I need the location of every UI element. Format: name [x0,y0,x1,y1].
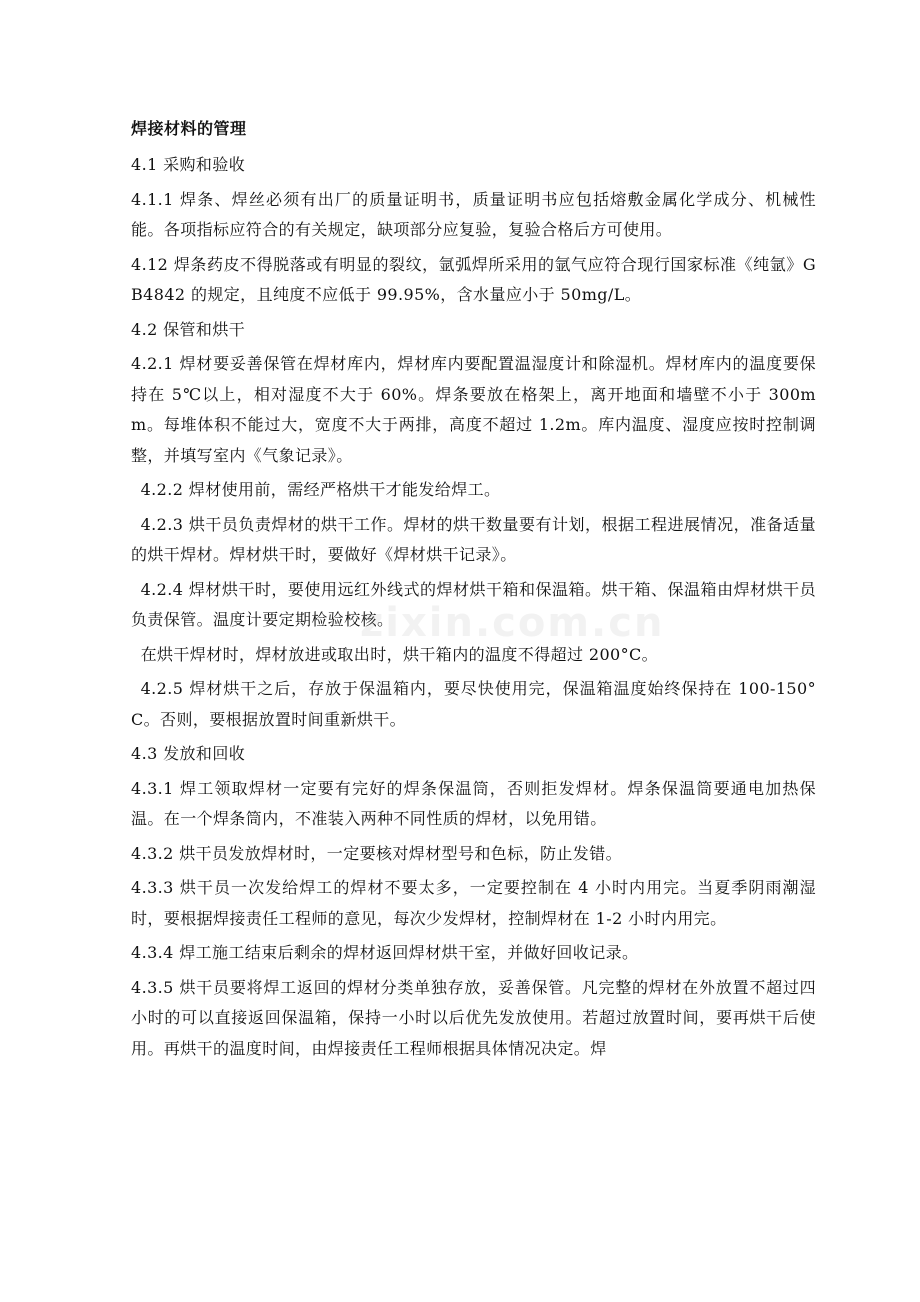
paragraph: 4.3 发放和回收 [131,744,246,763]
paragraph: 4.1.1 焊条、焊丝必须有出厂的质量证明书，质量证明书应包括熔敷金属化学成分、机械性能。各项指标应符合的有关规定，缺项部分应复验，复验合格后方可使用。 [131,189,816,239]
paragraph: 4.2.3 烘干员负责焊材的烘干工作。焊材的烘干数量要有计划，根据工程进展情况，准备适量的烘干焊材。焊材烘干时，要做好《焊材烘干记录》。 [131,514,816,564]
paragraph: 4.3.1 焊工领取焊材一定要有完好的焊条保温筒，否则拒发焊材。焊条保温筒要通电加热保温。在一个焊条筒内，不准装入两种不同性质的焊材，以免用错。 [131,778,816,828]
paragraph: 4.3.4 焊工施工结束后剩余的焊材返回焊材烘干室，并做好回收记录。 [131,943,639,962]
paragraph: 在烘干焊材时，焊材放进或取出时，烘干箱内的温度不得超过 200°C。 [140,644,659,664]
paragraph: 4.2.1 焊材要妥善保管在焊材库内，焊材库内要配置温湿度计和除湿机。焊材库内的温度要保持在 5℃以上，相对湿度不大于 60%。焊条要放在格架上，离开地面和墙壁不小于 300mm。每堆体积不能过大，宽度不大于两排，高度不超过 1.2m。库内温度、湿度应按时控制调整，并填写室内《气象记录》。 [131,354,816,465]
paragraph: 4.2.5 焊材烘干之后，存放于保温箱内，要尽快使用完，保温箱温度始终保持在 100-150°C。否则，要根据放置时间重新烘干。 [131,679,816,729]
paragraph: 4.2.2 焊材使用前，需经严格烘干才能发给焊工。 [140,480,501,499]
document-body [131,150,816,1064]
paragraph: 4.3.2 烘干员发放焊材时，一定要核对焊材型号和色标，防止发错。 [131,843,622,863]
paragraph: 4.3.5 烘干员要将焊工返回的焊材分类单独存放，妥善保管。凡完整的焊材在外放置不超过四小时的可以直接返回保温箱，保持一小时以后优先发放使用。若超过放置时间，要再烘干后使用。再烘干的温度时间，由焊接责任工程师根据具体情况决定。焊 [131,977,816,1058]
paragraph: 4.2 保管和烘干 [131,319,246,339]
document-title: 焊接材料的管理 [131,119,247,138]
paragraph: 4.2.4 焊材烘干时，要使用远红外线式的焊材烘干箱和保温箱。烘干箱、保温箱由焊材烘干员负责保管。温度计要定期检验校核。 [131,579,816,629]
paragraph: 4.1 采购和验收 [131,155,246,174]
paragraph: 4.12 焊条药皮不得脱落或有明显的裂纹，氩弧焊所采用的氩气应符合现行国家标准《纯氩》GB4842 的规定，且纯度不应低于 99.95%，含水量应小于 50mg/L。 [131,254,816,304]
document-page [131,114,816,1068]
watermark: zixin.com.cn [360,600,665,646]
paragraph: 4.3.3 烘干员一次发给焊工的焊材不要太多，一定要控制在 4 小时内用完。当夏季阴雨潮湿时，要根据焊接责任工程师的意见，每次少发焊材，控制焊材在 1-2 小时内用完。 [131,878,816,928]
